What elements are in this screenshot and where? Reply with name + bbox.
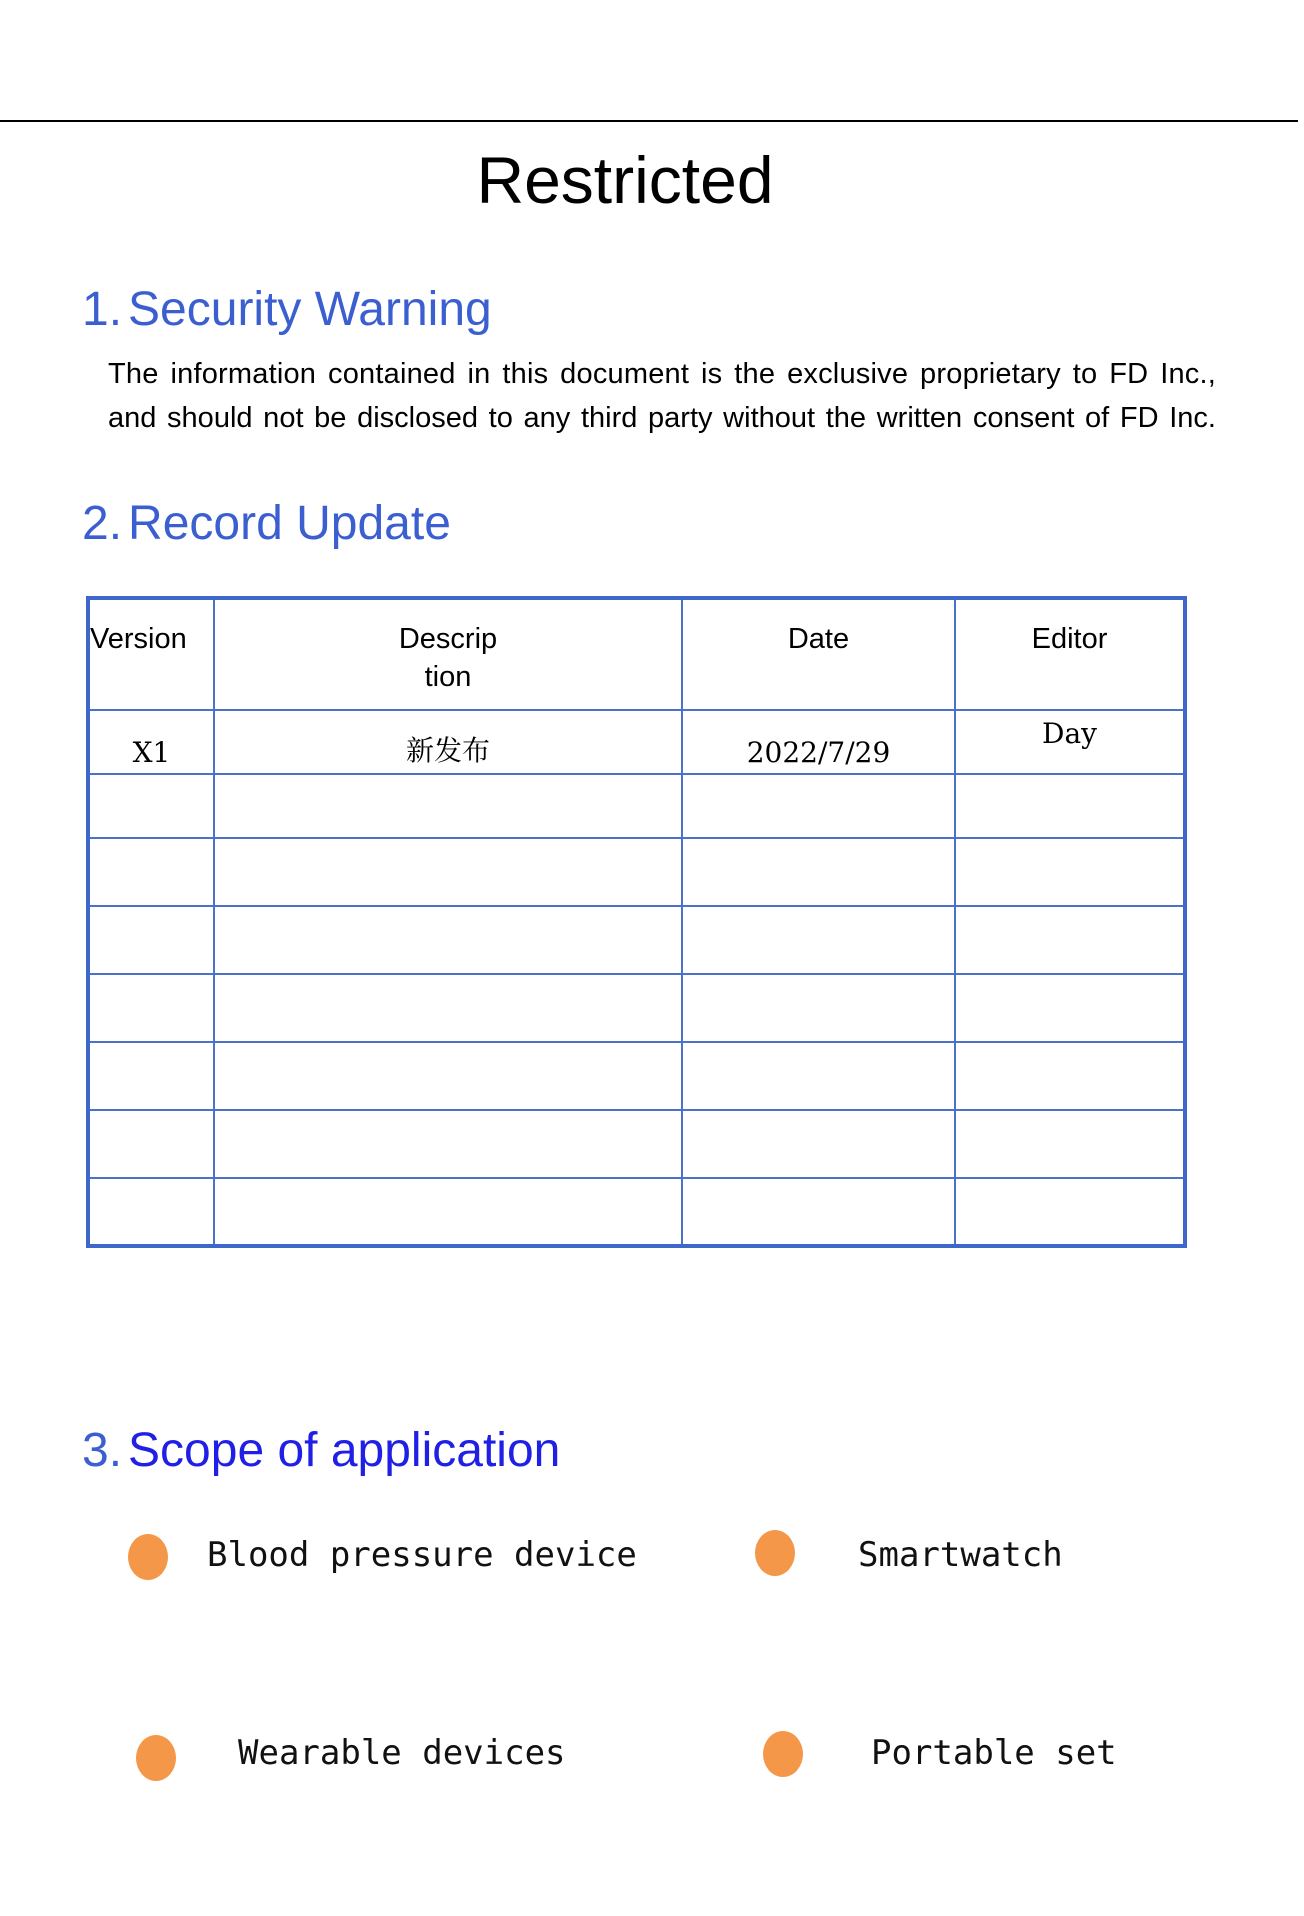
cell-editor: Day xyxy=(955,710,1185,774)
empty-cell xyxy=(682,1110,955,1178)
cell-description: 新发布 xyxy=(214,710,682,774)
table-row-empty xyxy=(88,838,1185,906)
orange-bullet-icon xyxy=(128,1534,168,1580)
empty-cell xyxy=(88,838,214,906)
section-number: 2. xyxy=(82,497,123,550)
empty-cell xyxy=(955,1042,1185,1110)
security-warning-text xyxy=(108,352,1216,440)
empty-cell xyxy=(214,974,682,1042)
empty-cell xyxy=(955,1110,1185,1178)
scope-item-wearable-devices: Wearable devices xyxy=(238,1733,566,1773)
empty-cell xyxy=(955,906,1185,974)
empty-cell xyxy=(955,774,1185,838)
table-row-empty xyxy=(88,974,1185,1042)
scope-item-blood-pressure-device: Blood pressure device xyxy=(207,1535,637,1575)
warning-line-2: and should not be disclosed to any third party without the written consent of FD Inc. xyxy=(108,402,1216,434)
table-row-empty xyxy=(88,906,1185,974)
empty-cell xyxy=(682,774,955,838)
empty-cell xyxy=(214,906,682,974)
column-header-version: Version xyxy=(88,598,214,710)
empty-cell xyxy=(88,1110,214,1178)
empty-cell xyxy=(88,1042,214,1110)
record-update-table xyxy=(86,596,1187,1248)
table-row-empty xyxy=(88,1178,1185,1246)
empty-cell xyxy=(682,1178,955,1246)
empty-cell xyxy=(88,1178,214,1246)
orange-bullet-icon xyxy=(763,1731,803,1777)
scope-item-portable-set: Portable set xyxy=(871,1733,1117,1773)
empty-cell xyxy=(682,838,955,906)
empty-cell xyxy=(214,1110,682,1178)
empty-cell xyxy=(214,1042,682,1110)
cell-version: X1 xyxy=(88,710,214,774)
column-header-editor: Editor xyxy=(955,598,1185,710)
section-heading-scope xyxy=(82,1421,560,1481)
table-row xyxy=(88,710,1185,774)
orange-bullet-icon xyxy=(755,1530,795,1576)
empty-cell xyxy=(682,906,955,974)
empty-cell xyxy=(682,1042,955,1110)
column-header-description-line2: tion xyxy=(424,661,472,693)
table-row-empty xyxy=(88,1110,1185,1178)
empty-cell xyxy=(955,974,1185,1042)
empty-cell xyxy=(682,974,955,1042)
section-title: Security Warning xyxy=(128,283,492,336)
header-rule xyxy=(0,120,1298,122)
column-header-description xyxy=(214,598,682,710)
empty-cell xyxy=(214,1178,682,1246)
section-number: 1. xyxy=(82,283,123,336)
orange-bullet-icon xyxy=(136,1735,176,1781)
section-heading-security xyxy=(82,280,492,340)
empty-cell xyxy=(214,838,682,906)
section-heading-record xyxy=(82,494,451,554)
section-number: 3. xyxy=(82,1424,123,1477)
empty-cell xyxy=(88,906,214,974)
empty-cell xyxy=(88,974,214,1042)
section-title: Record Update xyxy=(128,497,451,550)
cell-date: 2022/7/29 xyxy=(682,710,955,774)
empty-cell xyxy=(955,1178,1185,1246)
section-title: Scope of application xyxy=(128,1424,561,1477)
table-row-empty xyxy=(88,774,1185,838)
empty-cell xyxy=(88,774,214,838)
empty-cell xyxy=(955,838,1185,906)
table-row-empty xyxy=(88,1042,1185,1110)
scope-item-smartwatch: Smartwatch xyxy=(858,1535,1063,1575)
warning-line-1: The information contained in this document is the exclusive proprietary to FD Inc., xyxy=(108,358,1216,390)
empty-cell xyxy=(214,774,682,838)
table-header-row xyxy=(88,598,1185,710)
document-title: Restricted xyxy=(476,143,774,217)
column-header-date: Date xyxy=(682,598,955,710)
column-header-description-line1: Descrip xyxy=(398,623,498,655)
